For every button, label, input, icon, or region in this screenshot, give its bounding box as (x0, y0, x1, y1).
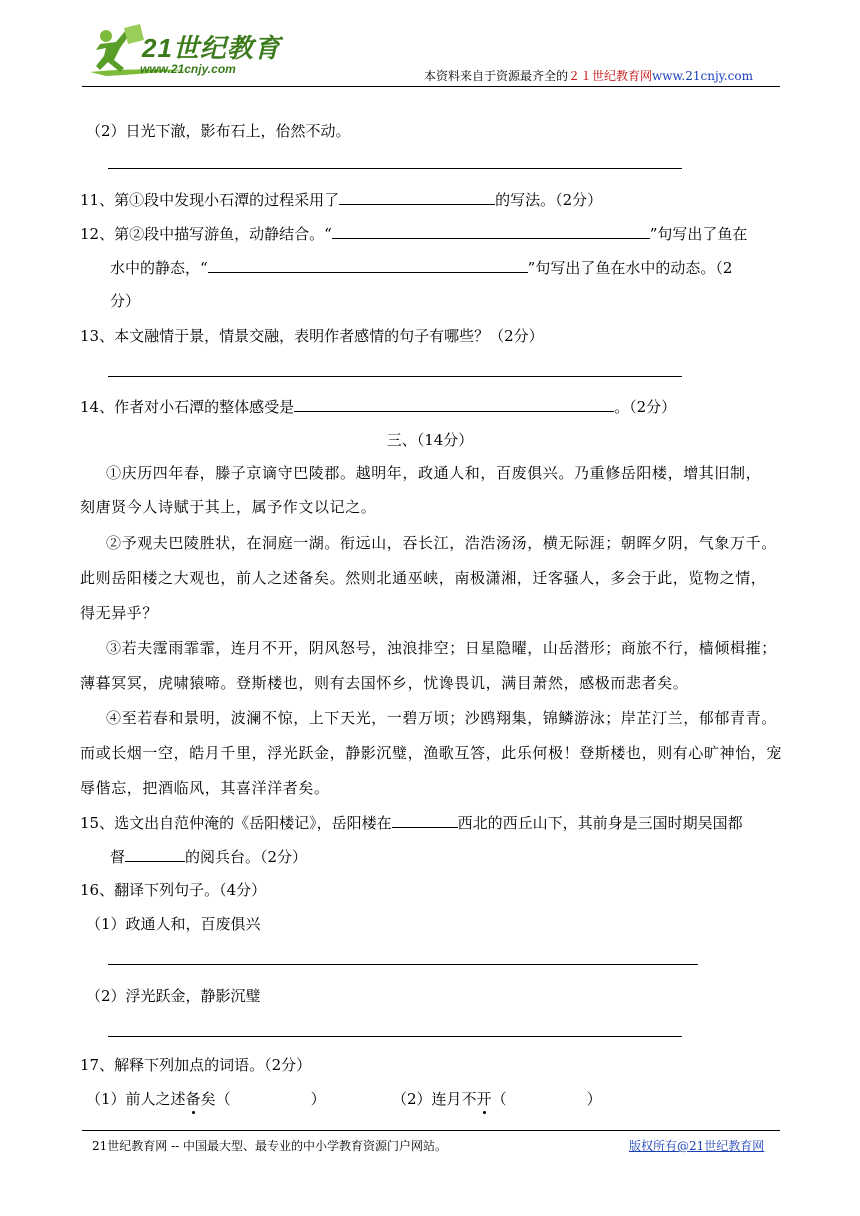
footer-left: 21世纪教育网 -- 中国最大型、最专业的中小学教育资源门户网站。 (92, 1139, 448, 1153)
question-17: 17、解释下列加点的词语。（2分） (80, 1056, 312, 1074)
passage-p2-line3: 得无异乎？ (80, 604, 159, 622)
passage-p4-line2: 而或长烟一空，皓月千里，浮光跃金，静影沉璧，渔歌互答，此乐何极！登斯楼也，则有心旷神怡，宠 (80, 744, 783, 762)
header-rule (82, 86, 780, 87)
answer-line (108, 1036, 682, 1037)
dotted-char: 备 (185, 1090, 201, 1108)
answer-line (108, 168, 682, 169)
passage-p3-line2: 薄暮冥冥，虎啸猿啼。登斯楼也，则有去国怀乡，忧谗畏讥，满目萧然，感极而悲者矣。 (80, 674, 689, 692)
passage-p1-line1: ①庆历四年春，滕子京谪守巴陵郡。越明年，政通人和，百废俱兴。乃重修岳阳楼，增其旧制， (106, 464, 762, 482)
question-15-line2: 督 的阅兵台。（2分） (110, 848, 308, 866)
question-12-line3: 分） (110, 292, 141, 310)
logo-url: www.21cnjy.com (140, 62, 236, 76)
question-13: 13、本文融情于景，情景交融，表明作者感情的句子有哪些？（2分） (80, 327, 544, 345)
answer-line (108, 964, 698, 965)
question-15-line1: 15、选文出自范仲淹的《岳阳楼记》，岳阳楼在 西北的西丘山下，其前身是三国时期吴国都 (80, 814, 743, 832)
question-12-line1: 12、第②段中描写游鱼，动静结合。“ ”句写出了鱼在 (80, 225, 748, 243)
dotted-char: 开 (476, 1090, 492, 1108)
passage-p2-line2: 此则岳阳楼之大观也，前人之述备矣。然则北通巫峡，南极潇湘，迁客骚人，多会于此，览物之情， (80, 569, 767, 587)
footer-rule (82, 1130, 780, 1131)
question-17-item-2: （2）连月不开（ ） (392, 1090, 602, 1108)
section-3-title: 三、（14分） (386, 431, 474, 449)
question-14: 14、作者对小石潭的整体感受是 。（2分） (80, 398, 677, 416)
passage-p4-line3: 辱偕忘，把酒临风，其喜洋洋者矣。 (80, 779, 330, 797)
question-16-item-2: （2）浮光跃金，静影沉璧 (86, 987, 261, 1005)
question-16: 16、翻译下列句子。（4分） (80, 881, 267, 899)
answer-blank[interactable] (339, 189, 495, 205)
passage-p2-line1: ②予观夫巴陵胜状，在洞庭一湖。衔远山，吞长江，浩浩汤汤，横无际涯；朝晖夕阴，气象万千。 (106, 534, 777, 552)
passage-p4-line1: ④至若春和景明，波澜不惊，上下天光，一碧万顷；沙鸥翔集，锦鳞游泳；岸芷汀兰，郁郁青青。 (106, 709, 777, 727)
question-17-item-1: （1）前人之述备矣（ ） (86, 1090, 326, 1108)
answer-blank[interactable] (208, 257, 528, 273)
question-12-line2: 水中的静态，“ ”句写出了鱼在水中的动态。（2 (110, 259, 733, 277)
answer-blank[interactable] (392, 812, 458, 828)
answer-blank[interactable] (332, 223, 650, 239)
question-16-item-1: （1）政通人和，百废俱兴 (86, 915, 261, 933)
source-prefix: 本资料来自于资源最齐全的 (424, 69, 569, 83)
question-11: 11、第①段中发现小石潭的过程采用了 的写法。（2分） (80, 191, 603, 209)
source-url[interactable]: www.21cnjy.com (652, 69, 753, 83)
answer-line (108, 376, 682, 377)
footer-copyright-link[interactable]: 版权所有@21世纪教育网 (629, 1139, 765, 1153)
passage-p1-line2: 刻唐贤今人诗赋于其上，属予作文以记之。 (80, 498, 377, 516)
passage-p3-line1: ③若夫霪雨霏霏，连月不开，阴风怒号，浊浪排空；日星隐曜，山岳潜形；商旅不行，樯倾楫摧； (106, 639, 777, 657)
source-site: ２１世纪教育网 (568, 69, 653, 83)
answer-blank[interactable] (125, 846, 185, 862)
logo-title: 21世纪教育 (142, 33, 281, 63)
q10-item-2: （2）日光下澈，影布石上，佁然不动。 (86, 122, 351, 140)
header-source (424, 67, 753, 84)
answer-blank[interactable] (294, 396, 614, 412)
